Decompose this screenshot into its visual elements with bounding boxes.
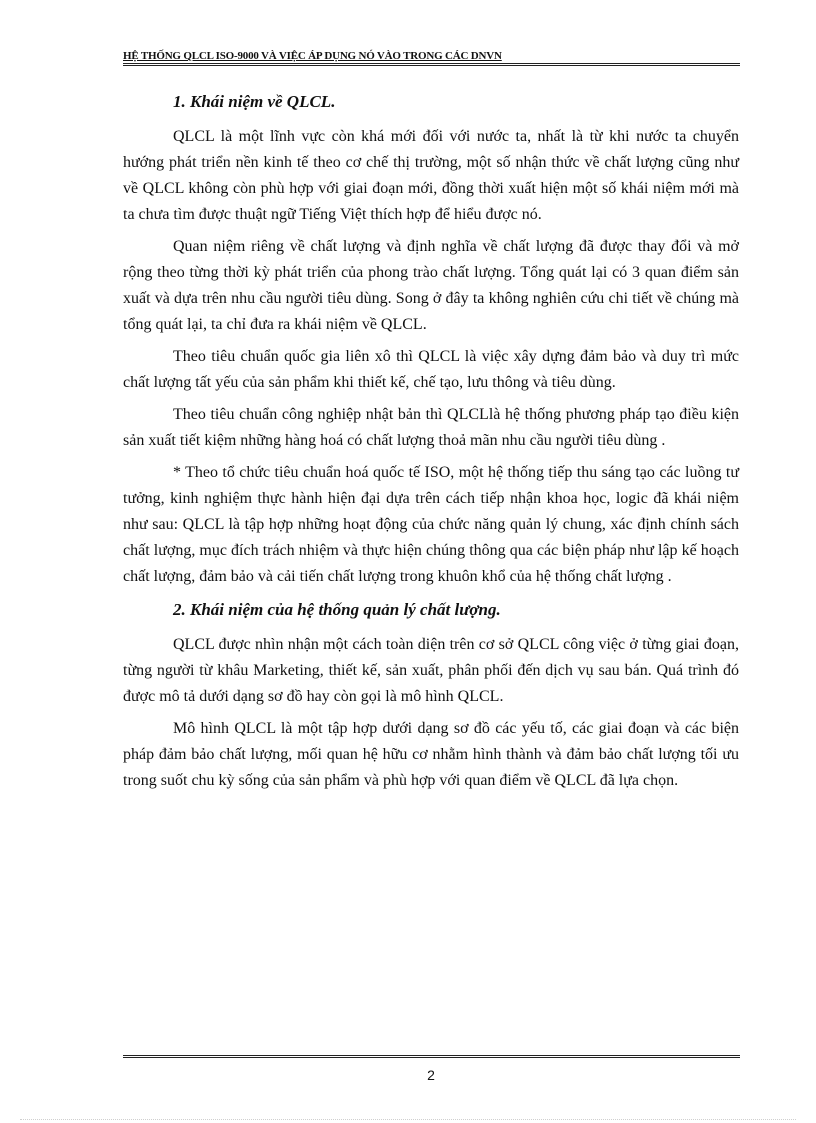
paragraph: Theo tiêu chuẩn quốc gia liên xô thì QLCL là việc xây dựng đảm bảo và duy trì mức chất lượng tất yếu của sản phẩm khi thiết kế, chế tạo, lưu thông và tiêu dùng.: [123, 348, 739, 391]
section-2-heading: 2. Khái niệm của hệ thống quản lý chất lượng.: [173, 600, 501, 619]
paragraph: Theo tiêu chuẩn công nghiệp nhật bản thì QLCLlà hệ thống phương pháp tạo điều kiện sản xuất tiết kiệm những hàng hoá có chất lượng thoả mãn nhu cầu người tiêu dùng .: [123, 406, 739, 449]
header-rule: [123, 63, 740, 66]
paragraph: QLCL được nhìn nhận một cách toàn diện trên cơ sở QLCL công việc ở từng giai đoạn, từng người từ khâu Marketing, thiết kế, sản xuất, phân phối đến dịch vụ sau bán. Quá trình đó được mô tả dưới dạng sơ đồ hay còn gọi là mô hình QLCL.: [123, 636, 739, 705]
paragraph: Quan niệm riêng về chất lượng và định nghĩa về chất lượng đã được thay đổi và mở rộng theo từng thời kỳ phát triển của phong trào chất lượng. Tổng quát lại có 3 quan điểm sản xuất và dựa trên nhu cầu người tiêu dùng. Song ở đây ta không nghiên cứu chi tiết về chúng mà tổng quát lại, ta chỉ đưa ra khái niệm về QLCL.: [123, 238, 739, 333]
running-header: HỆ THỐNG QLCL ISO-9000 VÀ VIỆC ÁP DỤNG NÓ VÀO TRONG CÁC DNVN: [123, 50, 502, 62]
paragraph: QLCL là một lĩnh vực còn khá mới đối với nước ta, nhất là từ khi nước ta chuyển hướng phát triển nền kinh tế theo cơ chế thị trường, một số nhận thức về chất lượng cũng như về QLCL không còn phù hợp với giai đoạn mới, đồng thời xuất hiện một số khái niệm mới mà ta chưa tìm được thuật ngữ Tiếng Việt thích hợp để hiểu được nó.: [123, 128, 739, 223]
page-edge-divider: [20, 1119, 796, 1120]
section-1-heading: 1. Khái niệm về QLCL.: [173, 92, 336, 111]
page-number: 2: [427, 1067, 435, 1083]
paragraph: Mô hình QLCL là một tập hợp dưới dạng sơ đồ các yếu tố, các giai đoạn và các biện pháp đảm bảo chất lượng, mối quan hệ hữu cơ nhằm hình thành và đảm bảo chất lượng tối ưu trong suốt chu kỳ sống của sản phẩm và phù hợp với quan điểm về QLCL đã lựa chọn.: [123, 720, 739, 789]
paragraph: * Theo tổ chức tiêu chuẩn hoá quốc tế ISO, một hệ thống tiếp thu sáng tạo các luồng tư tưởng, kinh nghiệm thực hành hiện đại dựa trên cách tiếp nhận khoa học, logic đã khái niệm như sau: QLCL là tập hợp những hoạt động của chức năng quản lý chung, xác định chính sách chất lượng, mục đích trách nhiệm và thực hiện chúng thông qua các biện pháp như lập kế hoạch chất lượng, đảm bảo và cải tiến chất lượng trong khuôn khổ của hệ thống chất lượng .: [123, 464, 739, 585]
footer-rule: [123, 1055, 740, 1058]
page-body: [123, 88, 739, 800]
